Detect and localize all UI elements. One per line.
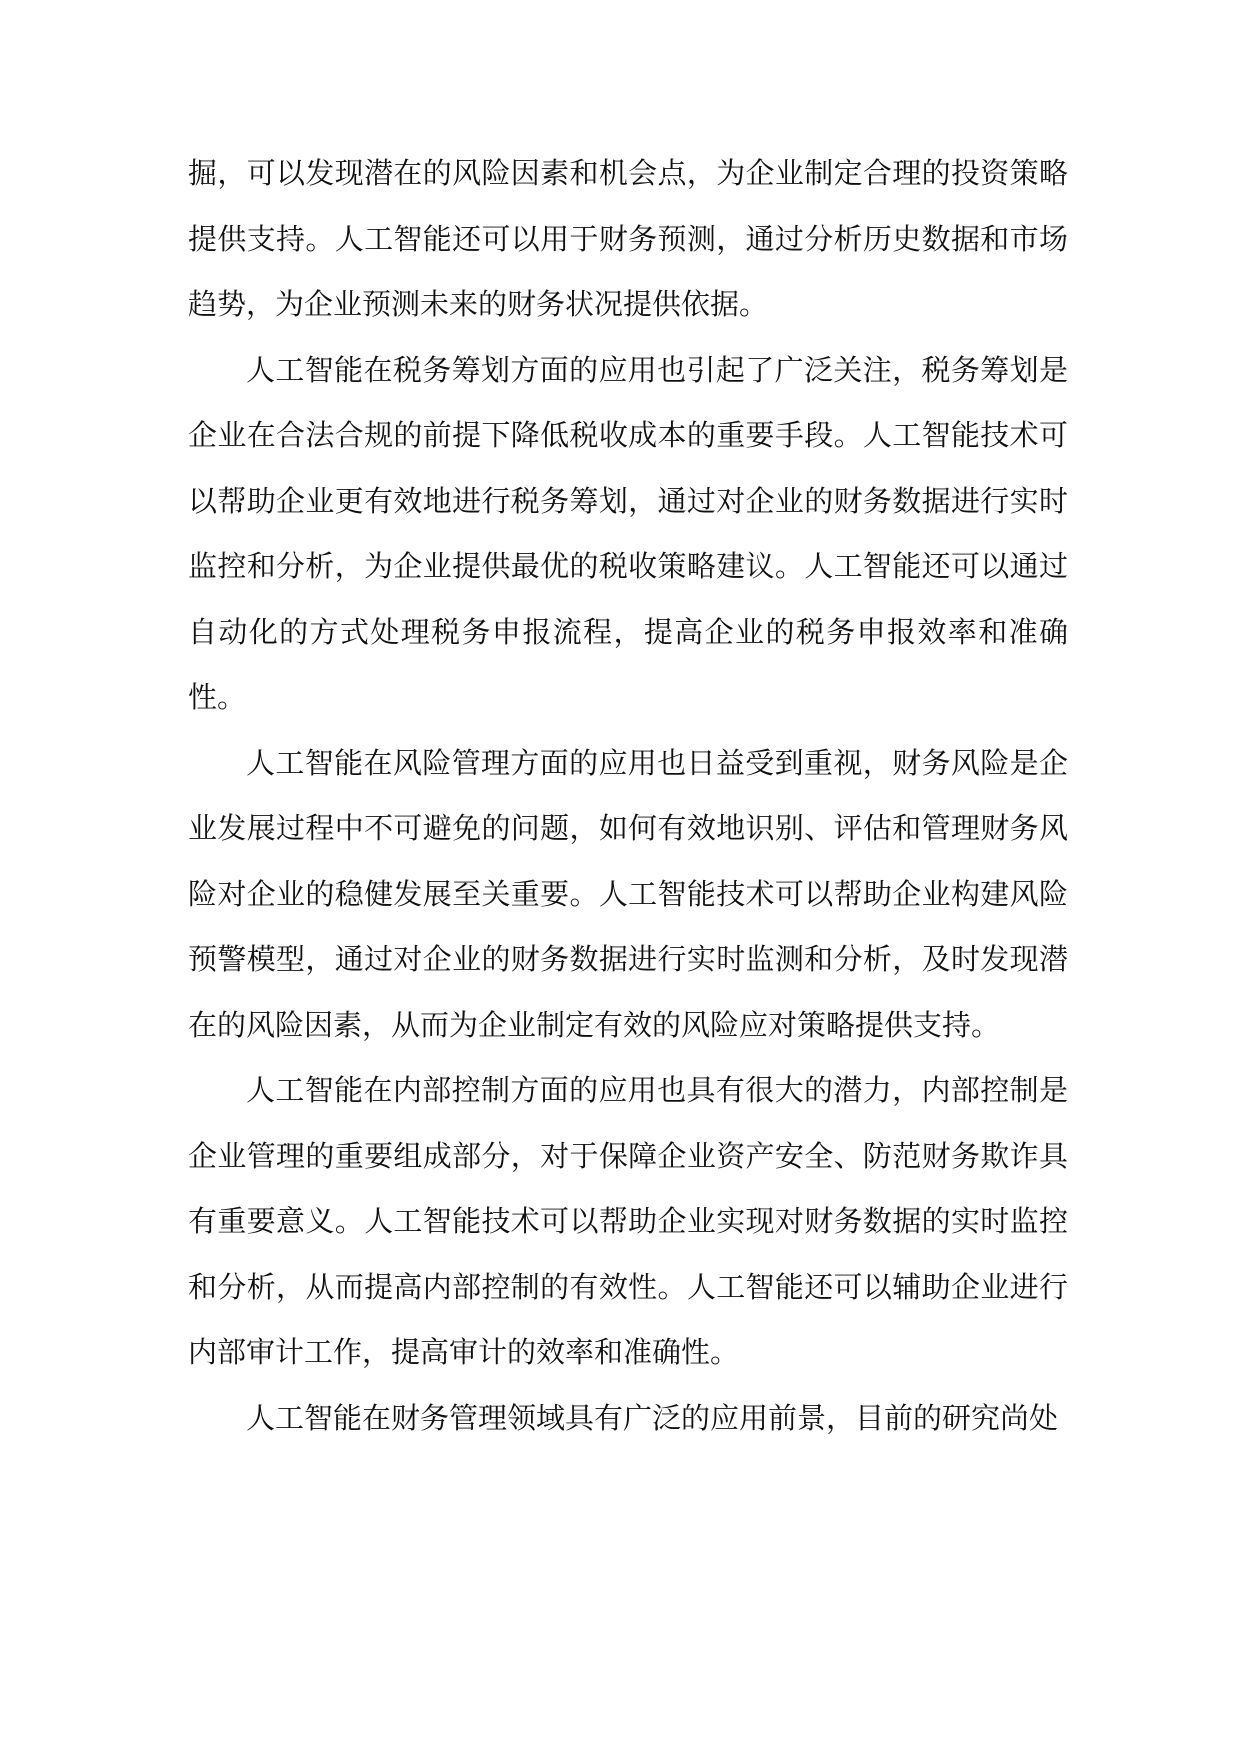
- paragraph-outlook: 人工智能在财务管理领域具有广泛的应用前景，目前的研究尚处: [246, 1400, 1059, 1435]
- paragraph-continuation: 掘，可以发现潜在的风险因素和机会点，为企业制定合理的投资策略提供支持。人工智能还可以用于财务预测，通过分析历史数据和市场趋势，为企业预测未来的财务状况提供依据。: [188, 156, 1068, 321]
- document-body: [188, 141, 1068, 1451]
- paragraph-risk-management: 人工智能在风险管理方面的应用也日益受到重视，财务风险是企业发展过程中不可避免的问题，如何有效地识别、评估和管理财务风险对企业的稳健发展至关重要。人工智能技术可以帮助企业构建风险预警模型，通过对企业的财务数据进行实时监测和分析，及时发现潜在的风险因素，从而为企业制定有效的风险应对策略提供支持。: [188, 745, 1068, 1042]
- paragraph-internal-control: 人工智能在内部控制方面的应用也具有很大的潜力，内部控制是企业管理的重要组成部分，对于保障企业资产安全、防范财务欺诈具有重要意义。人工智能技术可以帮助企业实现对财务数据的实时监控和分析，从而提高内部控制的有效性。人工智能还可以辅助企业进行内部审计工作，提高审计的效率和准确性。: [188, 1073, 1068, 1369]
- paragraph-tax-planning: 人工智能在税务筹划方面的应用也引起了广泛关注，税务筹划是企业在合法合规的前提下降低税收成本的重要手段。人工智能技术可以帮助企业更有效地进行税务筹划，通过对企业的财务数据进行实时监控和分析，为企业提供最优的税收策略建议。人工智能还可以通过自动化的方式处理税务申报流程，提高企业的税务申报效率和准确性。: [188, 352, 1068, 714]
